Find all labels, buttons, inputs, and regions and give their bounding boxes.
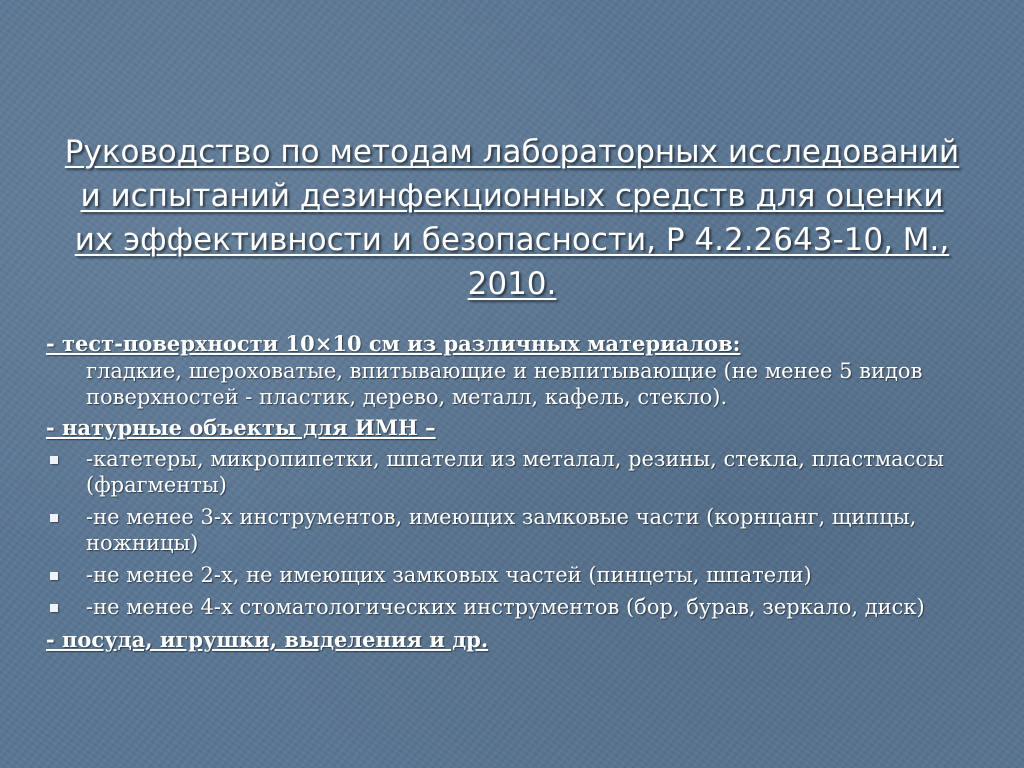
bullet-list bbox=[46, 446, 966, 620]
list-item bbox=[46, 594, 966, 620]
section-heading-field-objects: - натурные объекты для ИМН – bbox=[46, 415, 436, 440]
list-item-text: -не менее 3-х инструментов, имеющих замковые части (корнцанг, щипцы, ножницы) bbox=[86, 505, 917, 555]
list-item bbox=[46, 504, 966, 556]
square-bullet-icon bbox=[50, 456, 58, 464]
list-item bbox=[46, 562, 966, 588]
slide-body bbox=[46, 330, 966, 654]
section-heading-test-surfaces: - тест-поверхности 10×10 см из различных материалов: bbox=[46, 331, 741, 356]
list-item-text: -не менее 2-х, не имеющих замковых частей (пинцеты, шпатели) bbox=[86, 563, 812, 587]
square-bullet-icon bbox=[50, 572, 58, 580]
slide-title: Руководство по методам лабораторных исследований и испытаний дезинфекционных средств для оценки их эффективности и безопасности, Р 4.2.2643-10, М., 2010. bbox=[64, 134, 960, 302]
square-bullet-icon bbox=[50, 514, 58, 522]
list-item-text: -не менее 4-х стоматологических инструментов (бор, бурав, зеркало, диск) bbox=[86, 595, 925, 619]
list-item-text: -катетеры, микропипетки, шпатели из металал, резины, стекла, пластмассы (фрагменты) bbox=[86, 447, 944, 497]
section-heading-other-objects: - посуда, игрушки, выделения и др. bbox=[46, 627, 489, 652]
square-bullet-icon bbox=[50, 604, 58, 612]
section-text-test-surfaces: гладкие, шероховатые, впитывающие и невпитывающие (не менее 5 видов поверхностей - пластик, дерево, металл, кафель, стекло). bbox=[86, 359, 923, 409]
list-item bbox=[46, 446, 966, 498]
